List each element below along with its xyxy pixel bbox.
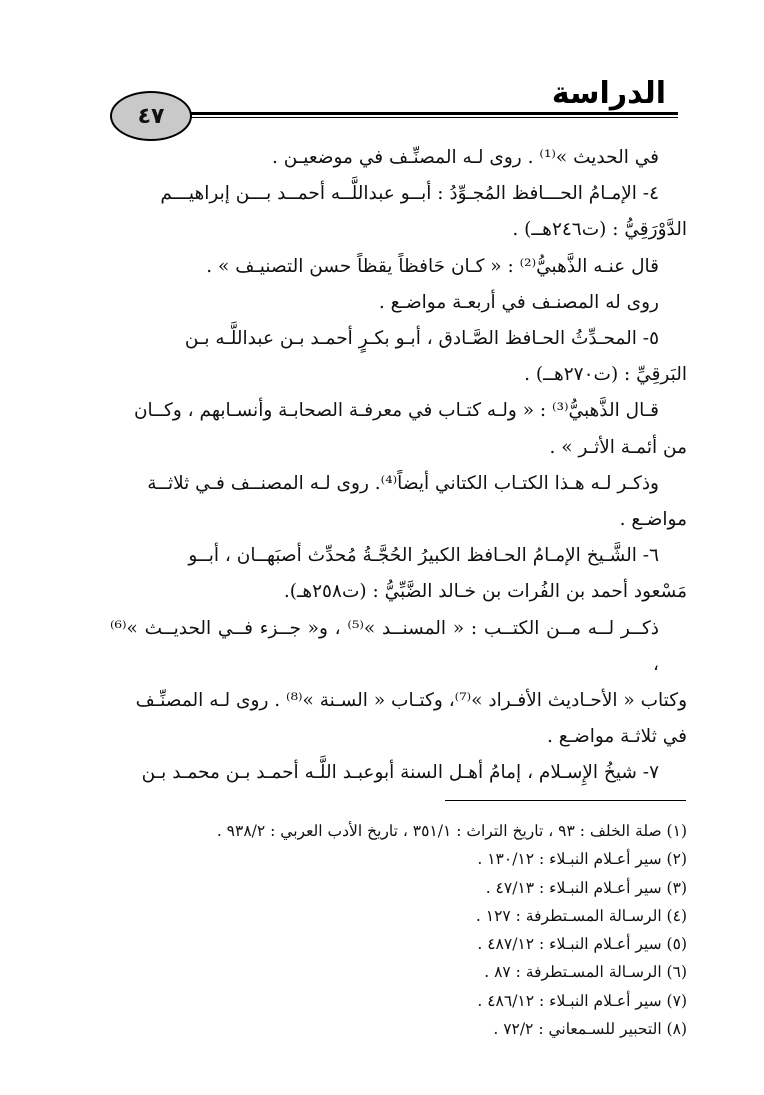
page-number: ٤٧ [137, 103, 165, 129]
footnote-item: (٢) سير أعـلام النبـلاء : ١٣٠/١٢ . [477, 850, 687, 869]
footnote-item: (٣) سير أعـلام النبـلاء : ٤٧/١٣ . [485, 878, 687, 897]
text-line: ٥- المحـدِّثُ الحـافظ الصَّـادق ، أبـو بكـرٍ أحمـد بـن عبداللَّـه بـن [184, 328, 659, 350]
text-line: ٧- شيخُ الإِسـلام ، إمامُ أهـل السنة أبوعبـد اللَّـه أحمـد بـن محمـد بـن [141, 762, 659, 784]
text-line: روى له المصنـف في أربعـة مواضـع . [378, 291, 659, 313]
text-line: من أئمـة الأثـر » . [549, 436, 687, 458]
footnote-item: (٥) سير أعـلام النبـلاء : ٤٨٧/١٢ . [477, 935, 687, 954]
footnote-separator [445, 800, 686, 801]
text-line: ٤- الإمـامُ الحـــافظ المُجـوِّدُ : أبــو عبداللَّــه أحمــد بـــن إبراهيـــم [160, 183, 659, 205]
text-line: قال عنـه الذَّهبيُّ⁽²⁾ : « كـان حَافظاً يقظاً حسن التصنيـف » . [206, 255, 659, 277]
page-number-badge [110, 91, 192, 141]
text-line: قـال الذَّهبيُّ⁽³⁾ : « ولـه كتـاب في معرفـة الصحابـة وأنسـابهم ، وكــان [133, 400, 659, 422]
text-line: في الحديث »⁽¹⁾ . روى لـه المصنِّـف في موضعيـن . [272, 147, 659, 168]
text-line: الدَّوْرَقِيُّ : (ت٢٤٦هــ) . [512, 219, 687, 241]
text-line: وكتاب « الأحـاديث الأفـراد »⁽⁷⁾، وكتـاب « السـنة »⁽⁸⁾ . روى لـه المصنِّـف [135, 690, 687, 712]
text-line: مواضـع . [619, 509, 687, 531]
text-line: في ثلاثـة مواضـع . [546, 726, 687, 748]
footnotes [110, 817, 687, 1043]
footnote-item: (١) صلة الخلف : ٩٣ ، تاريخ التراث : ٣٥١/١ ، تاريخ الأدب العربي : ٩٣٨/٢ . [216, 822, 687, 840]
footnote-item: (٤) الرسـالة المسـتطرفة : ١٢٧ . [475, 906, 687, 925]
text-line: ذكــر لــه مــن الكتــب : « المسنــد »⁽⁵⁾ ، و« جــزء فــي الحديــث »⁽⁶⁾ ، [110, 617, 659, 675]
text-line: ٦- الشَّـيخ الإمـامُ الحـافظ الكبيرُ الحُجَّـةُ مُحدِّث أصبَهــان ، أبــو [188, 545, 659, 567]
section-title: الدراسة [551, 76, 666, 111]
footnote-item: (٦) الرسـالة المسـتطرفة : ٨٧ . [484, 963, 687, 982]
text-line: مَسْعود أحمد بن الفُرات بن خـالد الضَّبِّيُّ : (ت٢٥٨هـ). [283, 581, 687, 603]
text-line: وذكـر لـه هـذا الكتـاب الكتاني أيضاً⁽⁴⁾. روى لـه المصنــف فـي ثلاثــة [147, 472, 659, 494]
text-line: البَرقِيِّ : (ت٢٧٠هــ) . [524, 364, 687, 386]
footnote-item: (٧) سير أعـلام النبـلاء : ٤٨٦/١٢ . [477, 991, 687, 1010]
footnote-item: (٨) التحبير للسـمعاني : ٧٢/٢ . [493, 1020, 687, 1039]
body-text [110, 140, 687, 792]
header-rule [165, 112, 678, 118]
page-header [0, 0, 764, 140]
